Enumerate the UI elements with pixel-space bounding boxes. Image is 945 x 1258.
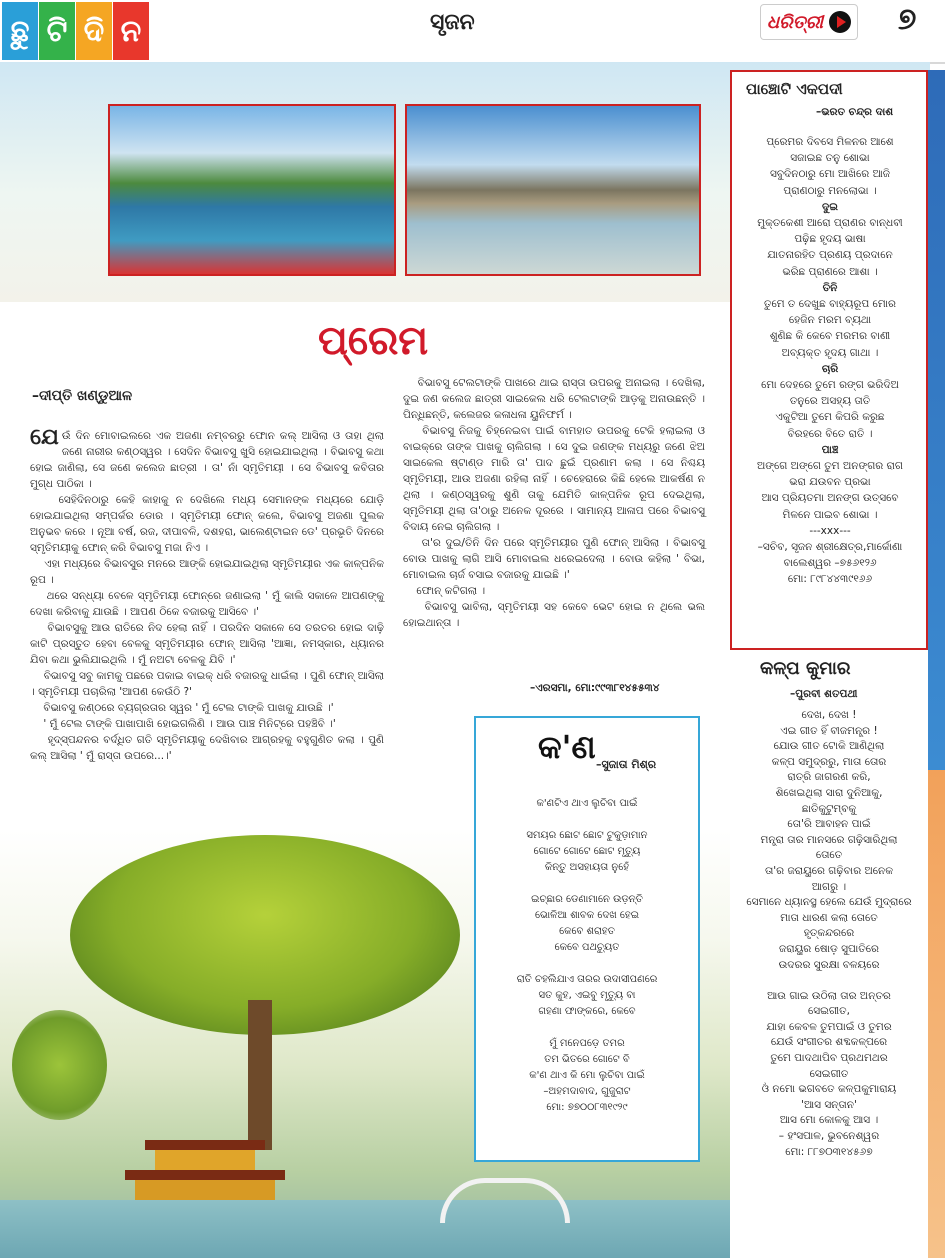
masthead-letter: ନ bbox=[113, 2, 149, 60]
side-accent-orange bbox=[928, 770, 945, 1258]
side-accent-blue bbox=[928, 70, 945, 770]
poem-ekapadi-author: –ଭରତ ଚନ୍ଦ୍ର ଦାଶ bbox=[816, 106, 894, 118]
poem-ekapadi-lines bbox=[738, 134, 922, 588]
stanza-heading: ଦୁଇ bbox=[822, 200, 838, 213]
masthead-letter: ଟି bbox=[39, 2, 75, 60]
separator: ---xxx--- bbox=[809, 524, 851, 537]
stanza-heading: ତିନି bbox=[822, 281, 838, 294]
poem-ke-box bbox=[474, 716, 700, 1162]
poem-ekapadi-title: ପାଞ୍ଚୋଟି ଏକପଦୀ bbox=[746, 80, 843, 98]
island-sea-photo bbox=[405, 104, 701, 276]
drop-cap: ଯେ bbox=[30, 425, 59, 450]
masthead-letter: ଦି bbox=[76, 2, 112, 60]
story-author: –ଦୀପ୍ତି ଖଣ୍ଡୁଆଳ bbox=[32, 388, 133, 404]
stanza: ମୋ ଦେହରେ ତୁମେ ରଙ୍ଗ ଭରିଦିଅ ତନୁରେ ଅସହ୍ୟ ତାତି ଏକୁଟିଆ ତୁମେ କିପରି କରୁଛ ବିରହରେ ବିତେ ରାତି । bbox=[761, 379, 899, 440]
temple-image bbox=[105, 1140, 305, 1204]
masthead-letter: ଛୁ bbox=[2, 2, 38, 60]
lake-flowers-photo bbox=[108, 104, 396, 276]
story-title: ପ୍ରେମ bbox=[318, 318, 429, 364]
poem-ekapadi-box bbox=[730, 70, 928, 650]
logo-text: ଧରିତ୍ରୀ bbox=[766, 11, 824, 33]
poem-kalpa-title: କଳ୍ପ କୁମାର bbox=[760, 658, 851, 679]
page-header bbox=[0, 0, 945, 64]
poem-ke-author: –ସୁଜାତା ମିଶ୍ର bbox=[596, 758, 657, 771]
story-text-1: ଉଁ ଦିନ ମୋବାଇଲରେ ଏକ ଅଜଣା ନମ୍ବରରୁ ଫୋନ କଲ୍ ଆସିଲା ଓ ତାହା ଥିଲା ଜଣେ ନାରୀର କଣ୍ଠସ୍ୱର । ସେଦିନ ବିଭାବସୁ ଖୁସି ହୋଇଯାଇଥିଲା । ବିଭାବସୁ କଥା ହୋଇ ଜାଣିଲା, ସେ ଜଣେ କଲେଜ ଛାତ୍ରୀ । ତା' ନାଁ ସ୍ମୃତିମୟୀ । ସେ ବିଭାବସୁ କବିତାର ମୁଗ୍ଧ ପାଠିକା । ସେହିଦିନଠାରୁ କେହି କାହାକୁ ନ ଦେଖିଲେ ମଧ୍ୟ ସେମାନଙ୍କ ମଧ୍ୟରେ ଯୋଡ଼ି ହୋଇଯାଇଥିଲା ସମ୍ପର୍କର ଡୋର । ସ୍ମୃତିମୟୀ ଫୋନ୍ କଲେ, ବିଭାବସୁ ଅଜଣା ପୁଲକ ଅନୁଭବ କରେ । ନୂଆ ବର୍ଷ, ରଜ, ଦୀପାବଳି, ଦଶହରା, ଭାଲେଣ୍ଟାଇନ ଡେ' ପ୍ରଭୃତି ଦିନରେ ସ୍ମୃତିମୟୀକୁ ଫୋନ୍ କରି ବିଭାବସୁ ମଜା ନିଏ । ଏହା ମଧ୍ୟରେ ବିଭାବସୁର ମନରେ ଆଙ୍କି ହୋଇଯାଇଥିଲା ସ୍ମୃତିମୟୀର ଏକ କାଳ୍ପନିକ ରୂପ । ଥରେ ସନ୍ଧ୍ୟା ବେଳେ ସ୍ମୃତିମୟୀ ଫୋନ୍‌ରେ ଜଣାଇଲା ' ମୁଁ କାଲି ସକାଳେ ଆପଣଙ୍କୁ ଦେଖା କରିବାକୁ ଯାଉଛି । ଆପଣ ଠିକେ ବଜାରକୁ ଆସିବେ ।' ବିଭାବସୁକୁ ଆଉ ରାତିରେ ନିଦ ହେଲା ନାହିଁ । ପରଦିନ ସକାଳେ ସେ ତରତର ହୋଇ ଦାଢ଼ି କାଟି ପ୍ରସ୍ତୁତ ହେବା ବେଳକୁ ସ୍ମୃତିମୟୀର ଫୋନ୍ ଆସିଲା 'ଆଜ୍ଞା, ନମସ୍କାର, ଧ୍ୟାନର ଯିବା କଥା ଭୁଲିଯାଇଥିଲି । ମୁଁ ନଅଟା ବେଳକୁ ଯିବି ।' ବିଭାବସୁ ସବୁ କାମକୁ ପଛରେ ପକାଇ ବାଇକ୍ ଧରି ବଜାରକୁ ଧାଇଁଲା । ପୁଣି ଫୋନ୍ ଆସିଲା । ସ୍ମୃତିମୟୀ ପଚାରିଲା 'ଆପଣ କେଉଁଠି ?' ବିଭାବସୁ କଣ୍ଠରେ ବ୍ୟଗ୍ରତାର ସ୍ୱର ' ମୁଁ ଟେଲ ଟାଙ୍କି ପାଖକୁ ଯାଉଛି ।' ' ମୁଁ ଟେଲ ଟାଙ୍କି ପାଖାପାଖି ହୋଇଗଲିଣି । ଆଉ ପାଞ୍ଚ ମିନିଟ୍‌ରେ ପହଞ୍ଚିବି ।' ହୃଦ୍‌ସ୍ପନ୍ଦନର ବର୍ଦ୍ଧିତ ଗତି ସ୍ମୃତିମୟୀକୁ ଦେଖିବାର ଆଗ୍ରହକୁ ବହୁଗୁଣିତ କଲା । ପୁଣି କଲ୍ ଆସିଲା ' ମୁଁ ରାସ୍ତା ଉପରେ...।' bbox=[30, 430, 385, 762]
stanza-heading: ଚାରି bbox=[821, 362, 839, 375]
pond-image bbox=[0, 1200, 740, 1258]
tree-trunk-image bbox=[248, 1000, 272, 1150]
page-number: ୭ bbox=[898, 2, 917, 37]
poem-kalpa-lines: ଦେଖ, ଦେଖ ! ଏଇ ଗୀତ ହିଁ ବୀଜମନ୍ତ୍ର ! ଯୋଉ ଗୀତ ଟୋକି ଆଣିଥିଲା କଳ୍ପ ସମୁଦ୍ରରୁ, ମାତା ତୋର ରାତ୍ରି ଜାଗରଣ କରି, ଶିଖେଇଥିଲା ସାରା ଦୁନିଆକୁ, ଛାତିକୁଟୁମ୍ବକୁ ତୋ'ରି ଆବାହନ ପାଇଁ ମନ୍ତ୍ରା ତାର ମାନସରେ ଗଢ଼ିସାରିଥିଲା ତୋତେ ତା'ର ଜରାୟୁରେ ଗଢ଼ିବାର ଅନେକ ଆଗରୁ । ସେମାନେ ଧ୍ୟାନସ୍ଥ ହେଲେ ଯେଉଁ ମୁଦ୍ରାରେ ମାତା ଧାରଣ କଲା ତୋତେ ହୃତ୍‌କନ୍ଦରରେ ଜରାୟୁର ଷୋଡ଼ ସୁପାତିରେ ଉଦରର ସୁରକ୍ଷା ବଳୟରେ ଆଉ ଗାଇ ଉଠିଲା ତାର ଅନ୍ତର ସେଇଗୀତ, ଯାହା କେବଳ ତୁମପାଇଁ ଓ ତୁମର ଯେଉଁ ସଂଗୀତର ଶବ୍ଦକଳ୍ପରେ ତୁମେ ପାଦଥାପିବ ପ୍ରଥମଥର ସେଇଗୀତ ଓଁ ନମୋ ଭଗବତେ କଳ୍ପକୁମାରାୟ 'ଆସ ସନ୍ତାନ' ଆସ ମୋ କୋଳକୁ ଆସ । – ହଂସପାଳ, ଭୁବନେଶ୍ୱର ମୋ: ୮୮୭୦୩୧୪୫୬୭ bbox=[746, 709, 912, 1158]
small-tree-image bbox=[12, 1010, 107, 1120]
poem-ke-lines: କ'ଣଟିଏ ଥାଏ ଲୁଚିବା ପାଇଁ ସମୟର ଛୋଟ ଛୋଟ ଟୁକୁଡ଼ାମାନ ଗୋଟେ ଗୋଟେ ଛୋଟ ମୃତ୍ୟୁ କିନ୍ତୁ ଅସହାୟତା ନୁହେଁ ଇଚ୍ଛାର ଡେଣାମାନେ ଉଡ଼ନ୍ତି ଭୋଳିଆ ଶାବକ ଦେଖ ହେଇ କେବେ ଶରାହତ କେବେ ପଥଚ୍ୟୁତ ରାତି ଚହଲିଯାଏ ତାରର ଉଦାସୀପଣରେ ସତ କୁହ, ଏଇବୁ ମୃତ୍ୟୁ ବା ଗହଣା ଫାଙ୍କରେ, କେବେ ମୁଁ ମନେପଡ଼େ ତମର ତମ ଭିତରେ ଗୋଟେ ବି କ'ଣ ଥାଏ କି ମୋ ଲୁଚିବା ପାଇଁ –ଅହମଦାବାଦ, ଗୁଜୁରାଟ ମୋ: ୭୭୦୦୮୩୧୯୨୯ bbox=[516, 798, 658, 1113]
poem-ekapadi-footer: –ସଚିବ, ସୃଜନ ଶ୍ରୀକ୍ଷେତ୍ର,ମାର୍କୋଣା ବାଲେଶ୍ୱର –୭୫୬୧୨୬ ମୋ: ୮୯୮୪୪୩୯୧୬୬ bbox=[757, 541, 903, 586]
story-column-1 bbox=[30, 425, 385, 764]
stanza: ମୁକ୍ତକେଶୀ ଆରୋ ପ୍ରାଣର ବାନ୍ଧବୀ ପଢ଼ିଛ ହୃଦୟ ଭାଷା ଯାତନାରହିତ ପ୍ରଣୟ ପ୍ରଦାନେ ଭରିଛ ପ୍ରାଣରେ ଆଶା । bbox=[757, 217, 903, 278]
sidebar bbox=[730, 70, 928, 1258]
newspaper-logo bbox=[760, 4, 858, 40]
story-signoff: –ଏରସମା, ମୋ:୯୯୩୮୧୪୫୫୩୪ bbox=[530, 682, 660, 694]
stanza: ପ୍ରେମର ଦିବସେ ମିଳନର ଆଶେ ସଜାଇଛ ତନୁ ଶୋଭା ସବୁଦିନଠାରୁ ମୋ ଆଖିରେ ଆଜି ପ୍ରାଣଠାରୁ ମନଲୋଭା । bbox=[766, 136, 894, 197]
masthead bbox=[2, 2, 150, 60]
poem-ke-title: କ'ଣ bbox=[538, 728, 596, 766]
stanza-heading: ପାଞ୍ଚ bbox=[821, 443, 839, 456]
story-column-2: ବିଭାବସୁ ଟେଲଟାଙ୍କି ପାଖରେ ଥାଇ ରାସ୍ତା ଉପରକୁ ଅନାଇଲା । ଦେଖିଲା, ଦୁଇ ଜଣ କଲେଜ ଛାତ୍ରୀ ସାଇକେଲ ଧରି ଟେଲଟାଙ୍କି ଆଡ଼କୁ ଅନାଉଛନ୍ତି । ପିନ୍ଧିଛନ୍ତି, କଲେଜର କଳାଧଳା ୟୁନିଫର୍ମ । ବିଭାବସୁ ନିଜକୁ ଚିହ୍ନେଇବା ପାଇଁ ବାମହାତ ଉପରକୁ ଟେକି ହଲାଇଲା ଓ ବାଇକ୍‌ରେ ତାଙ୍କ ପାଖକୁ ଚାଲିଗଲା । ସେ ଦୁଇ ଜଣଙ୍କ ମଧ୍ୟରୁ ଜଣେ ଝିଅ ସାଇକେଲ ଷ୍ଟାଣ୍ଡ ମାରି ତା' ପାଦ ଛୁଇଁ ପ୍ରଣାମ କଲା । ସେ ନିଶ୍ଚୟ ସ୍ମୃତିମୟୀ, ଆଉ ଅଜଣା ରହିଲା ନାହିଁ । ଚେହେରାରେ କିଛି ହେଲେ ଆକର୍ଷଣ ନ ଥିଲା । କଣ୍ଠସ୍ୱରକୁ ଶୁଣି ତାକୁ ଯେମିତି କାଳ୍ପନିକ ରୂପ ଦେଇଥିଲା, ସ୍ମୃତିମୟୀ ଥିଲା ତା'ଠାରୁ ଅନେକ ଦୂରରେ । ସାମାନ୍ୟ ଆଳାପ ପରେ ବିଭାବସୁ ବିଦାୟ ନେଇ ଚାଲିଗଲା । ତା'ର ଦୁଇ/ତିନି ଦିନ ପରେ ସ୍ମୃତିମୟୀର ପୁଣି ଫୋନ୍ ଆସିଲା । ବିଭାବସୁ ବୋଉ ପାଖକୁ ଲାଗି ଆସି ମୋବାଇଲ ଧରେଇଦେଲା । ବୋଉ କହିଲା ' ବିଭା, ମୋବାଇଲ ଚାର୍ଜ ବସାଇ ବଜାରକୁ ଯାଇଛି ।' ଫୋନ୍ କଟିଗଲା । ବିଭାବସୁ ଭାବିଲା, ସ୍ମୃତିମୟୀ ସହ କେବେ ଭେଟ ହୋଇ ନ ଥିଲେ ଭଲ ହୋଇଥାନ୍ତା । bbox=[403, 377, 706, 629]
stanza: ତୁମେ ତ ଦେଖୁଛ ବାହ୍ୟରୂପ ମୋର ହେଜିନ ମରମ ବ୍ୟଥା ଶୁଣିଛ କି କେବେ ମରମର ବାଣୀ ଅବ୍ୟକ୍ତ ହୃଦୟ ଗାଥା । bbox=[763, 298, 897, 359]
poem-kalpa-author: –ପୁରବୀ ଶତପଥୀ bbox=[790, 688, 858, 700]
play-icon bbox=[829, 11, 851, 33]
stanza: ଅଙ୍ଗେ ଅଙ୍ଗେ ତୁମ ଅନଙ୍ଗର ରାଗ ଭରା ଯଉବନ ପ୍ରଭା ଆସ ପ୍ରିୟତମା ଅନଙ୍ଗ ଉତ୍ସବେ ମିଳନେ ପାଇବ ଶୋଭା । bbox=[757, 460, 903, 521]
section-title: ସୃଜନ bbox=[430, 10, 475, 35]
